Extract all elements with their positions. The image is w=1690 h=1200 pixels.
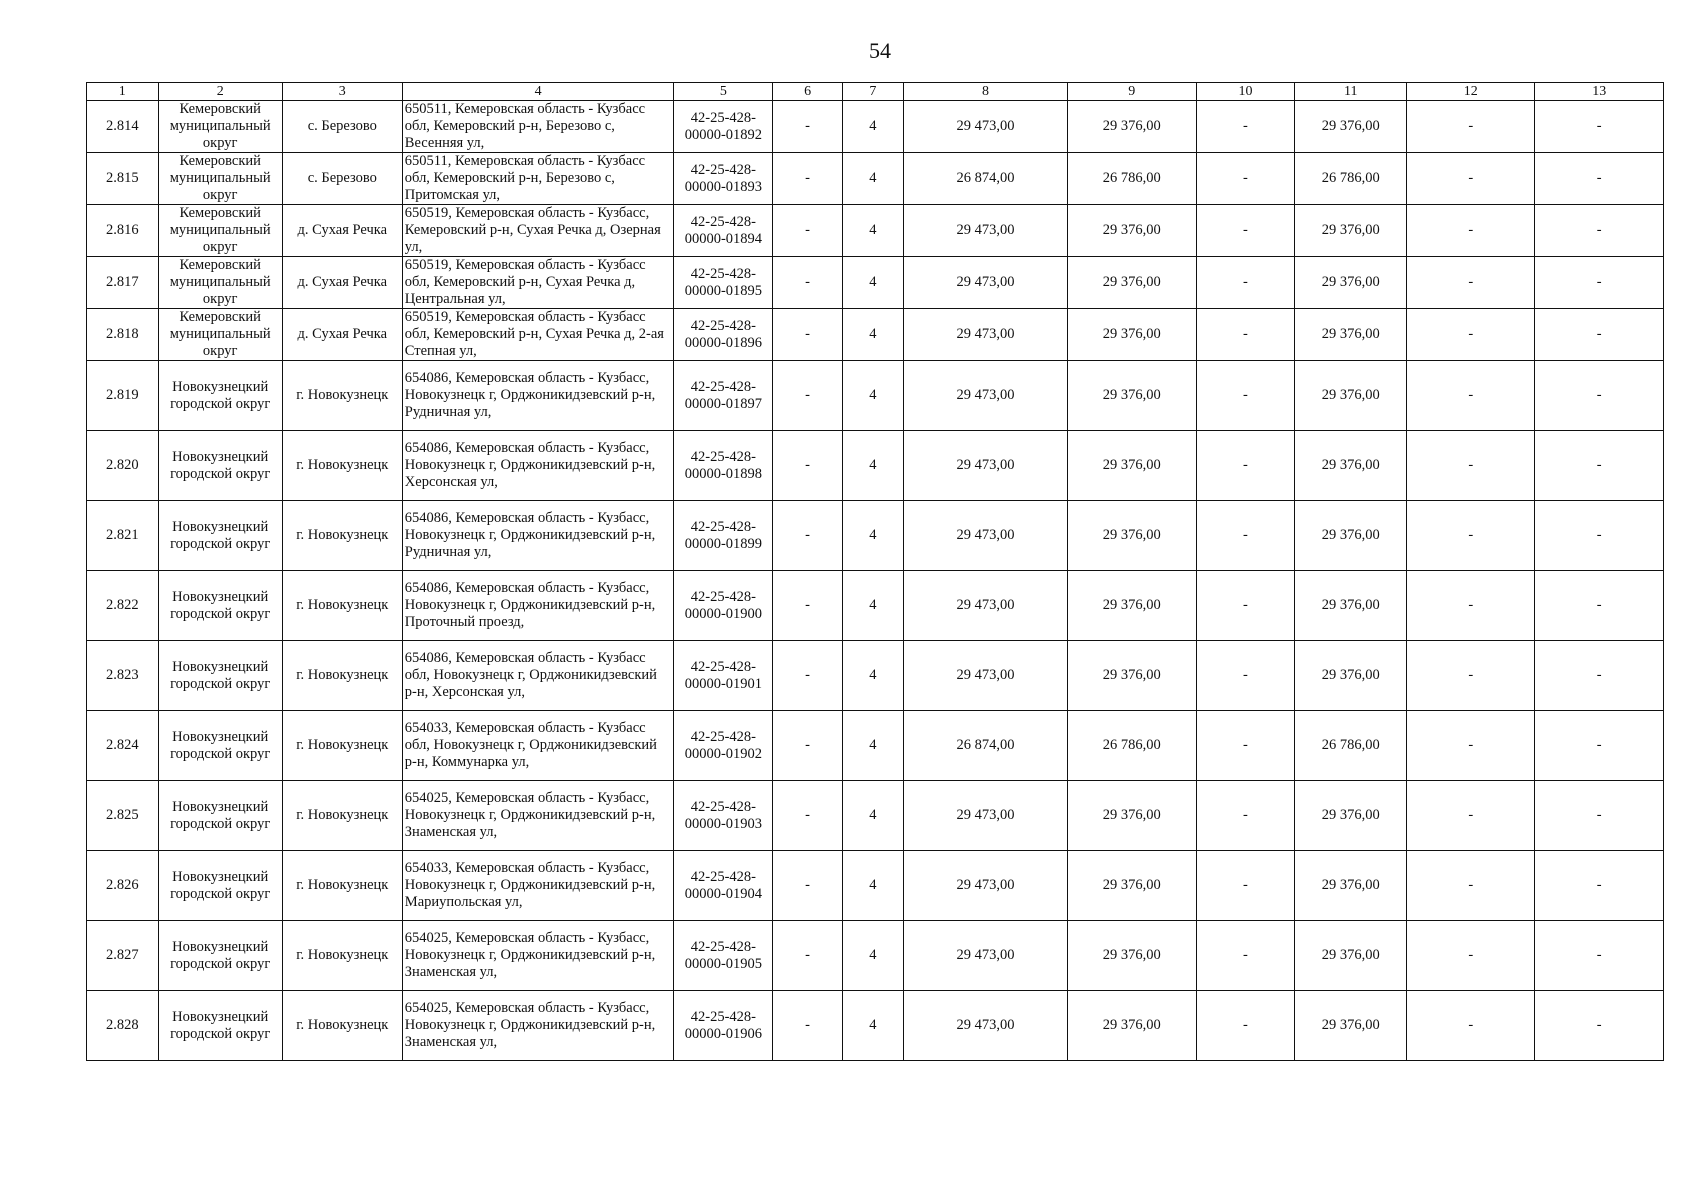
col8-amount-cell: 29 473,00 bbox=[903, 851, 1067, 921]
municipality-cell: Новокузнецкий городской округ bbox=[158, 851, 282, 921]
row-number-cell: 2.823 bbox=[87, 641, 159, 711]
col10-cell: - bbox=[1196, 257, 1295, 309]
col13-cell: - bbox=[1535, 431, 1664, 501]
col11-amount-cell: 29 376,00 bbox=[1295, 309, 1407, 361]
col11-amount-cell: 29 376,00 bbox=[1295, 851, 1407, 921]
row-number-cell: 2.827 bbox=[87, 921, 159, 991]
address-cell: 650511, Кемеровская область - Кузбасс обл, Кемеровский р-н, Березово с, Весенняя ул, bbox=[402, 101, 674, 153]
col9-amount-cell: 29 376,00 bbox=[1068, 431, 1196, 501]
municipality-cell: Новокузнецкий городской округ bbox=[158, 361, 282, 431]
col6-cell: - bbox=[773, 641, 842, 711]
col9-amount-cell: 29 376,00 bbox=[1068, 571, 1196, 641]
col13-cell: - bbox=[1535, 101, 1664, 153]
column-header: 10 bbox=[1196, 83, 1295, 101]
table-row bbox=[87, 153, 1664, 205]
col6-cell: - bbox=[773, 921, 842, 991]
row-number-cell: 2.820 bbox=[87, 431, 159, 501]
col13-cell: - bbox=[1535, 309, 1664, 361]
col12-cell: - bbox=[1407, 921, 1535, 991]
col9-amount-cell: 26 786,00 bbox=[1068, 153, 1196, 205]
row-number-cell: 2.819 bbox=[87, 361, 159, 431]
col10-cell: - bbox=[1196, 921, 1295, 991]
col12-cell: - bbox=[1407, 571, 1535, 641]
settlement-cell: г. Новокузнецк bbox=[282, 781, 402, 851]
settlement-cell: г. Новокузнецк bbox=[282, 991, 402, 1061]
col10-cell: - bbox=[1196, 781, 1295, 851]
col7-cell: 4 bbox=[842, 991, 903, 1061]
address-cell: 650511, Кемеровская область - Кузбасс обл, Кемеровский р-н, Березово с, Притомская ул, bbox=[402, 153, 674, 205]
municipality-cell: Кемеровский муниципальный округ bbox=[158, 309, 282, 361]
table-row bbox=[87, 851, 1664, 921]
column-header: 2 bbox=[158, 83, 282, 101]
oktmo-code-cell: 42-25-428-00000-01896 bbox=[674, 309, 773, 361]
col12-cell: - bbox=[1407, 153, 1535, 205]
col7-cell: 4 bbox=[842, 781, 903, 851]
col11-amount-cell: 29 376,00 bbox=[1295, 101, 1407, 153]
table-row bbox=[87, 711, 1664, 781]
municipality-cell: Кемеровский муниципальный округ bbox=[158, 101, 282, 153]
address-cell: 654086, Кемеровская область - Кузбасс, Новокузнецк г, Орджоникидзевский р-н, Рудничная ул, bbox=[402, 361, 674, 431]
col9-amount-cell: 29 376,00 bbox=[1068, 851, 1196, 921]
col13-cell: - bbox=[1535, 641, 1664, 711]
col8-amount-cell: 29 473,00 bbox=[903, 257, 1067, 309]
table-row bbox=[87, 501, 1664, 571]
municipality-cell: Новокузнецкий городской округ bbox=[158, 641, 282, 711]
col7-cell: 4 bbox=[842, 851, 903, 921]
oktmo-code-cell: 42-25-428-00000-01899 bbox=[674, 501, 773, 571]
col7-cell: 4 bbox=[842, 711, 903, 781]
address-cell: 654033, Кемеровская область - Кузбасс обл, Новокузнецк г, Орджоникидзевский р-н, Коммунарка ул, bbox=[402, 711, 674, 781]
table-row bbox=[87, 431, 1664, 501]
column-header: 5 bbox=[674, 83, 773, 101]
col8-amount-cell: 29 473,00 bbox=[903, 431, 1067, 501]
oktmo-code-cell: 42-25-428-00000-01905 bbox=[674, 921, 773, 991]
col7-cell: 4 bbox=[842, 641, 903, 711]
col11-amount-cell: 29 376,00 bbox=[1295, 641, 1407, 711]
col7-cell: 4 bbox=[842, 571, 903, 641]
table-body bbox=[87, 83, 1664, 1061]
table-row bbox=[87, 361, 1664, 431]
col12-cell: - bbox=[1407, 101, 1535, 153]
oktmo-code-cell: 42-25-428-00000-01892 bbox=[674, 101, 773, 153]
settlement-cell: с. Березово bbox=[282, 101, 402, 153]
col11-amount-cell: 29 376,00 bbox=[1295, 501, 1407, 571]
col9-amount-cell: 29 376,00 bbox=[1068, 205, 1196, 257]
column-header: 9 bbox=[1068, 83, 1196, 101]
table-row bbox=[87, 205, 1664, 257]
col8-amount-cell: 29 473,00 bbox=[903, 921, 1067, 991]
address-cell: 650519, Кемеровская область - Кузбасс обл, Кемеровский р-н, Сухая Речка д, Центральная ул, bbox=[402, 257, 674, 309]
municipality-cell: Новокузнецкий городской округ bbox=[158, 991, 282, 1061]
col10-cell: - bbox=[1196, 991, 1295, 1061]
col13-cell: - bbox=[1535, 257, 1664, 309]
column-header: 6 bbox=[773, 83, 842, 101]
col7-cell: 4 bbox=[842, 153, 903, 205]
col12-cell: - bbox=[1407, 711, 1535, 781]
settlement-cell: г. Новокузнецк bbox=[282, 361, 402, 431]
row-number-cell: 2.815 bbox=[87, 153, 159, 205]
col12-cell: - bbox=[1407, 361, 1535, 431]
col10-cell: - bbox=[1196, 501, 1295, 571]
col8-amount-cell: 29 473,00 bbox=[903, 309, 1067, 361]
col10-cell: - bbox=[1196, 309, 1295, 361]
column-header: 12 bbox=[1407, 83, 1535, 101]
col9-amount-cell: 29 376,00 bbox=[1068, 309, 1196, 361]
address-cell: 650519, Кемеровская область - Кузбасс обл, Кемеровский р-н, Сухая Речка д, 2-ая Степная ул, bbox=[402, 309, 674, 361]
row-number-cell: 2.816 bbox=[87, 205, 159, 257]
address-cell: 654086, Кемеровская область - Кузбасс обл, Новокузнецк г, Орджоникидзевский р-н, Херсонская ул, bbox=[402, 641, 674, 711]
oktmo-code-cell: 42-25-428-00000-01906 bbox=[674, 991, 773, 1061]
table-row bbox=[87, 571, 1664, 641]
address-cell: 654086, Кемеровская область - Кузбасс, Новокузнецк г, Орджоникидзевский р-н, Херсонская ул, bbox=[402, 431, 674, 501]
oktmo-code-cell: 42-25-428-00000-01900 bbox=[674, 571, 773, 641]
municipality-cell: Кемеровский муниципальный округ bbox=[158, 257, 282, 309]
settlement-cell: с. Березово bbox=[282, 153, 402, 205]
col10-cell: - bbox=[1196, 571, 1295, 641]
col13-cell: - bbox=[1535, 921, 1664, 991]
col13-cell: - bbox=[1535, 153, 1664, 205]
column-header: 11 bbox=[1295, 83, 1407, 101]
row-number-cell: 2.828 bbox=[87, 991, 159, 1061]
col12-cell: - bbox=[1407, 431, 1535, 501]
page-number: 54 bbox=[869, 38, 891, 63]
municipality-cell: Новокузнецкий городской округ bbox=[158, 571, 282, 641]
row-number-cell: 2.822 bbox=[87, 571, 159, 641]
col10-cell: - bbox=[1196, 851, 1295, 921]
municipality-cell: Кемеровский муниципальный округ bbox=[158, 153, 282, 205]
col8-amount-cell: 26 874,00 bbox=[903, 711, 1067, 781]
municipality-cell: Новокузнецкий городской округ bbox=[158, 431, 282, 501]
row-number-cell: 2.818 bbox=[87, 309, 159, 361]
col11-amount-cell: 26 786,00 bbox=[1295, 153, 1407, 205]
col6-cell: - bbox=[773, 431, 842, 501]
col9-amount-cell: 29 376,00 bbox=[1068, 781, 1196, 851]
oktmo-code-cell: 42-25-428-00000-01897 bbox=[674, 361, 773, 431]
address-cell: 654025, Кемеровская область - Кузбасс, Новокузнецк г, Орджоникидзевский р-н, Знаменская ул, bbox=[402, 921, 674, 991]
col10-cell: - bbox=[1196, 361, 1295, 431]
row-number-cell: 2.817 bbox=[87, 257, 159, 309]
settlement-cell: д. Сухая Речка bbox=[282, 257, 402, 309]
col13-cell: - bbox=[1535, 991, 1664, 1061]
table-row bbox=[87, 101, 1664, 153]
col11-amount-cell: 26 786,00 bbox=[1295, 711, 1407, 781]
col11-amount-cell: 29 376,00 bbox=[1295, 205, 1407, 257]
col8-amount-cell: 29 473,00 bbox=[903, 781, 1067, 851]
settlement-cell: г. Новокузнецк bbox=[282, 501, 402, 571]
col11-amount-cell: 29 376,00 bbox=[1295, 571, 1407, 641]
oktmo-code-cell: 42-25-428-00000-01901 bbox=[674, 641, 773, 711]
col9-amount-cell: 29 376,00 bbox=[1068, 101, 1196, 153]
col7-cell: 4 bbox=[842, 309, 903, 361]
col7-cell: 4 bbox=[842, 921, 903, 991]
col7-cell: 4 bbox=[842, 257, 903, 309]
col11-amount-cell: 29 376,00 bbox=[1295, 781, 1407, 851]
settlement-cell: г. Новокузнецк bbox=[282, 431, 402, 501]
column-header: 1 bbox=[87, 83, 159, 101]
col9-amount-cell: 29 376,00 bbox=[1068, 641, 1196, 711]
oktmo-code-cell: 42-25-428-00000-01893 bbox=[674, 153, 773, 205]
col13-cell: - bbox=[1535, 851, 1664, 921]
col9-amount-cell: 29 376,00 bbox=[1068, 991, 1196, 1061]
table-row bbox=[87, 641, 1664, 711]
settlement-cell: д. Сухая Речка bbox=[282, 309, 402, 361]
column-header: 4 bbox=[402, 83, 674, 101]
col11-amount-cell: 29 376,00 bbox=[1295, 991, 1407, 1061]
address-cell: 654025, Кемеровская область - Кузбасс, Новокузнецк г, Орджоникидзевский р-н, Знаменская ул, bbox=[402, 991, 674, 1061]
col12-cell: - bbox=[1407, 781, 1535, 851]
column-header: 3 bbox=[282, 83, 402, 101]
col13-cell: - bbox=[1535, 501, 1664, 571]
col10-cell: - bbox=[1196, 711, 1295, 781]
table-row bbox=[87, 991, 1664, 1061]
col12-cell: - bbox=[1407, 641, 1535, 711]
col6-cell: - bbox=[773, 571, 842, 641]
oktmo-code-cell: 42-25-428-00000-01902 bbox=[674, 711, 773, 781]
column-header: 8 bbox=[903, 83, 1067, 101]
col12-cell: - bbox=[1407, 991, 1535, 1061]
col8-amount-cell: 29 473,00 bbox=[903, 101, 1067, 153]
col7-cell: 4 bbox=[842, 501, 903, 571]
col10-cell: - bbox=[1196, 641, 1295, 711]
col11-amount-cell: 29 376,00 bbox=[1295, 361, 1407, 431]
table-row bbox=[87, 309, 1664, 361]
col7-cell: 4 bbox=[842, 431, 903, 501]
col6-cell: - bbox=[773, 205, 842, 257]
col11-amount-cell: 29 376,00 bbox=[1295, 257, 1407, 309]
table-row bbox=[87, 921, 1664, 991]
municipality-cell: Новокузнецкий городской округ bbox=[158, 711, 282, 781]
oktmo-code-cell: 42-25-428-00000-01894 bbox=[674, 205, 773, 257]
address-cell: 654025, Кемеровская область - Кузбасс, Новокузнецк г, Орджоникидзевский р-н, Знаменская ул, bbox=[402, 781, 674, 851]
municipality-cell: Кемеровский муниципальный округ bbox=[158, 205, 282, 257]
col8-amount-cell: 29 473,00 bbox=[903, 501, 1067, 571]
col6-cell: - bbox=[773, 153, 842, 205]
settlement-cell: г. Новокузнецк bbox=[282, 921, 402, 991]
col10-cell: - bbox=[1196, 101, 1295, 153]
col6-cell: - bbox=[773, 361, 842, 431]
col10-cell: - bbox=[1196, 205, 1295, 257]
col12-cell: - bbox=[1407, 205, 1535, 257]
col6-cell: - bbox=[773, 711, 842, 781]
settlement-cell: г. Новокузнецк bbox=[282, 641, 402, 711]
col9-amount-cell: 29 376,00 bbox=[1068, 361, 1196, 431]
col13-cell: - bbox=[1535, 361, 1664, 431]
address-cell: 654086, Кемеровская область - Кузбасс, Новокузнецк г, Орджоникидзевский р-н, Рудничная ул, bbox=[402, 501, 674, 571]
col6-cell: - bbox=[773, 501, 842, 571]
settlement-cell: д. Сухая Речка bbox=[282, 205, 402, 257]
oktmo-code-cell: 42-25-428-00000-01903 bbox=[674, 781, 773, 851]
row-number-cell: 2.824 bbox=[87, 711, 159, 781]
municipality-cell: Новокузнецкий городской округ bbox=[158, 501, 282, 571]
col12-cell: - bbox=[1407, 851, 1535, 921]
col12-cell: - bbox=[1407, 309, 1535, 361]
col13-cell: - bbox=[1535, 571, 1664, 641]
col9-amount-cell: 29 376,00 bbox=[1068, 921, 1196, 991]
col13-cell: - bbox=[1535, 205, 1664, 257]
oktmo-code-cell: 42-25-428-00000-01895 bbox=[674, 257, 773, 309]
column-number-row bbox=[87, 83, 1664, 101]
col8-amount-cell: 29 473,00 bbox=[903, 361, 1067, 431]
registry-table bbox=[86, 82, 1664, 1061]
col6-cell: - bbox=[773, 781, 842, 851]
settlement-cell: г. Новокузнецк bbox=[282, 851, 402, 921]
col12-cell: - bbox=[1407, 257, 1535, 309]
settlement-cell: г. Новокузнецк bbox=[282, 711, 402, 781]
col7-cell: 4 bbox=[842, 361, 903, 431]
col9-amount-cell: 29 376,00 bbox=[1068, 501, 1196, 571]
col8-amount-cell: 29 473,00 bbox=[903, 641, 1067, 711]
column-header: 7 bbox=[842, 83, 903, 101]
row-number-cell: 2.814 bbox=[87, 101, 159, 153]
col8-amount-cell: 29 473,00 bbox=[903, 205, 1067, 257]
address-cell: 654033, Кемеровская область - Кузбасс, Новокузнецк г, Орджоникидзевский р-н, Мариупольская ул, bbox=[402, 851, 674, 921]
municipality-cell: Новокузнецкий городской округ bbox=[158, 781, 282, 851]
col9-amount-cell: 26 786,00 bbox=[1068, 711, 1196, 781]
col7-cell: 4 bbox=[842, 205, 903, 257]
oktmo-code-cell: 42-25-428-00000-01904 bbox=[674, 851, 773, 921]
col6-cell: - bbox=[773, 991, 842, 1061]
col8-amount-cell: 26 874,00 bbox=[903, 153, 1067, 205]
col6-cell: - bbox=[773, 309, 842, 361]
oktmo-code-cell: 42-25-428-00000-01898 bbox=[674, 431, 773, 501]
row-number-cell: 2.826 bbox=[87, 851, 159, 921]
col6-cell: - bbox=[773, 851, 842, 921]
row-number-cell: 2.821 bbox=[87, 501, 159, 571]
settlement-cell: г. Новокузнецк bbox=[282, 571, 402, 641]
col10-cell: - bbox=[1196, 153, 1295, 205]
table-row bbox=[87, 781, 1664, 851]
col10-cell: - bbox=[1196, 431, 1295, 501]
col6-cell: - bbox=[773, 257, 842, 309]
table-row bbox=[87, 257, 1664, 309]
col7-cell: 4 bbox=[842, 101, 903, 153]
column-header: 13 bbox=[1535, 83, 1664, 101]
col8-amount-cell: 29 473,00 bbox=[903, 991, 1067, 1061]
municipality-cell: Новокузнецкий городской округ bbox=[158, 921, 282, 991]
col13-cell: - bbox=[1535, 711, 1664, 781]
col8-amount-cell: 29 473,00 bbox=[903, 571, 1067, 641]
address-cell: 654086, Кемеровская область - Кузбасс, Новокузнецк г, Орджоникидзевский р-н, Проточный проезд, bbox=[402, 571, 674, 641]
col6-cell: - bbox=[773, 101, 842, 153]
address-cell: 650519, Кемеровская область - Кузбасс, Кемеровский р-н, Сухая Речка д, Озерная ул, bbox=[402, 205, 674, 257]
col11-amount-cell: 29 376,00 bbox=[1295, 921, 1407, 991]
col12-cell: - bbox=[1407, 501, 1535, 571]
col11-amount-cell: 29 376,00 bbox=[1295, 431, 1407, 501]
col9-amount-cell: 29 376,00 bbox=[1068, 257, 1196, 309]
row-number-cell: 2.825 bbox=[87, 781, 159, 851]
col13-cell: - bbox=[1535, 781, 1664, 851]
